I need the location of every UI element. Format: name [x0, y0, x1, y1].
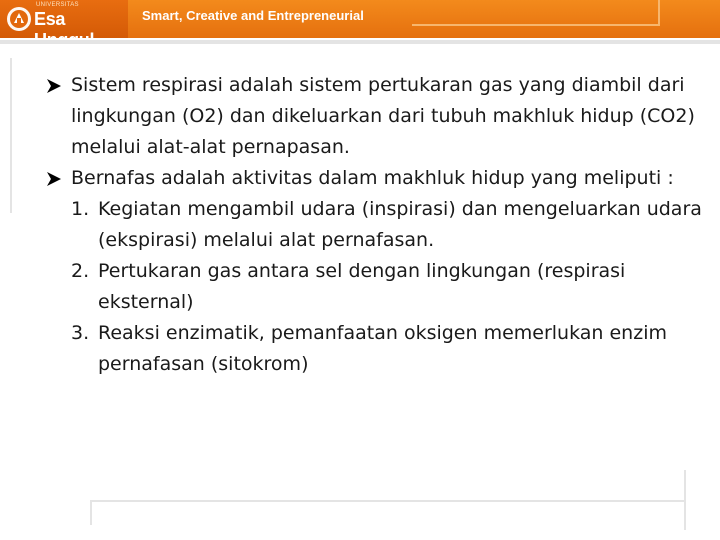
- bullet-item: [46, 163, 711, 194]
- header-banner: [0, 0, 720, 38]
- bullet-item: [46, 70, 711, 163]
- frame-bottom-corner-line: [90, 500, 92, 525]
- university-name: Esa: [34, 9, 66, 29]
- header-frame-line: [412, 0, 660, 26]
- numbered-item: [46, 256, 711, 318]
- slide-content: [46, 70, 711, 380]
- item-number: 2.: [71, 260, 90, 282]
- frame-bottom-line: [90, 500, 686, 502]
- numbered-item: [46, 318, 711, 380]
- frame-top-line: [0, 40, 720, 44]
- university-emblem-icon: [6, 6, 32, 32]
- item-number: 1.: [71, 198, 90, 220]
- bullet-text: Bernafas adalah aktivitas dalam makhluk hidup yang meliputi :: [71, 167, 674, 189]
- bullet-text: Sistem respirasi adalah sistem pertukaran gas yang diambil dari lingkungan (O2) dan dikeluarkan dari tubuh makhluk hidup (CO2) melalui alat-alat pernapasan.: [71, 74, 695, 158]
- numbered-item: [46, 194, 711, 256]
- item-number: 3.: [71, 322, 90, 344]
- numbered-text: Kegiatan mengambil udara (inspirasi) dan mengeluarkan udara (ekspirasi) melalui alat pernafasan.: [98, 198, 702, 251]
- arrow-bullet-icon: [46, 163, 66, 194]
- numbered-text: Reaksi enzimatik, pemanfaatan oksigen memerlukan enzim pernafasan (sitokrom): [98, 322, 667, 375]
- arrow-bullet-icon: [46, 70, 66, 101]
- university-logo: [0, 0, 128, 38]
- tagline: Smart, Creative and Entrepreneurial: [142, 8, 364, 23]
- numbered-text: Pertukaran gas antara sel dengan lingkungan (respirasi eksternal): [98, 260, 626, 313]
- frame-left-line: [10, 58, 12, 213]
- university-small-label: UNIVERSITAS: [36, 2, 79, 8]
